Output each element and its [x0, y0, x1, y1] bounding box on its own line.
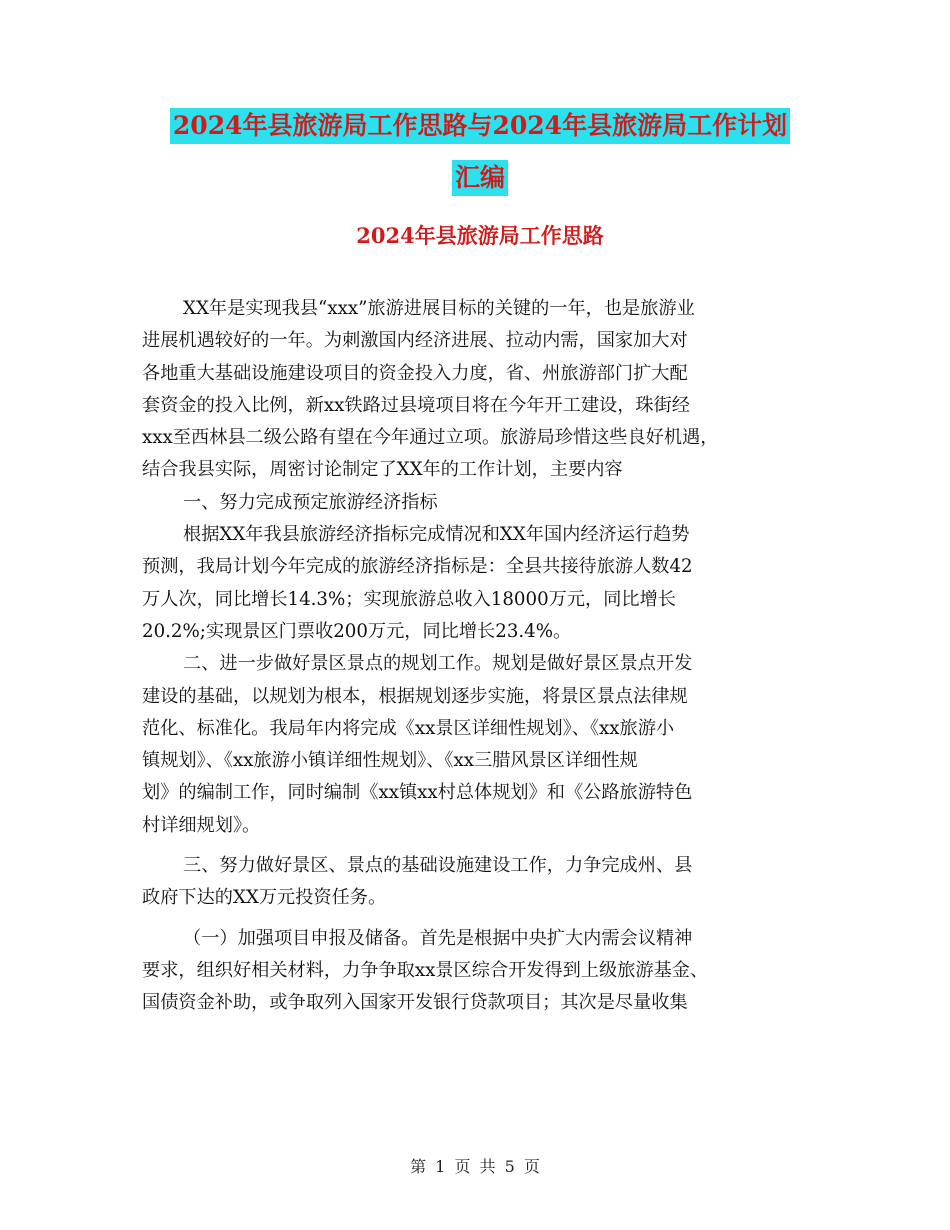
- text-line: 进展机遇较好的一年。为刺激国内经济进展、拉动内需，国家加大对: [142, 330, 688, 352]
- text-line: 范化、标准化。我局年内将完成《xx景区详细性规划》、《xx旅游小: [142, 717, 675, 739]
- text-line: 镇规划》、《xx旅游小镇详细性规划》、《xx三腊风景区详细性规: [142, 750, 638, 772]
- text-line: 20.2%;实现景区门票收200万元，同比增长23.4%。: [142, 620, 572, 642]
- paragraph: [142, 293, 822, 487]
- text-line: 三、努力做好景区、景点的基础设施建设工作，力争完成州、县: [183, 855, 693, 877]
- text-line: 一、努力完成预定旅游经济指标: [183, 491, 438, 513]
- text-line: 要求，组织好相关材料，力争争取xx景区综合开发得到上级旅游基金、: [142, 959, 709, 981]
- text-line: （一）加强项目申报及储备。首先是根据中央扩大内需会议精神: [183, 927, 693, 949]
- text-line: 万人次，同比增长14.3%；实现旅游总收入18000万元，同比增长: [142, 588, 676, 610]
- text-line: 划》的编制工作，同时编制《xx镇xx村总体规划》和《公路旅游特色: [142, 782, 693, 804]
- paragraph: [142, 842, 822, 915]
- paragraph: [142, 648, 822, 842]
- title-line-1: 2024年县旅游局工作思路与2024年县旅游局工作计划: [170, 108, 790, 144]
- title-line-2: 汇编: [452, 160, 508, 196]
- page-footer: 第 1 页 共 5 页: [410, 1157, 540, 1176]
- text-line: 国债资金补助，或争取列入国家开发银行贷款项目；其次是尽量收集: [142, 992, 688, 1014]
- text-line: 套资金的投入比例，新xx铁路过县境项目将在今年开工建设，珠街经: [142, 394, 690, 416]
- text-line: 结合我县实际，周密讨论制定了XX年的工作计划，主要内容: [142, 459, 623, 481]
- text-line: XX年是实现我县“xxx”旅游进展目标的关键的一年，也是旅游业: [183, 298, 695, 319]
- paragraph: [142, 519, 822, 648]
- paragraph: [142, 487, 822, 519]
- text-line: xxx至西林县二级公路有望在今年通过立项。旅游局珍惜这些良好机遇，: [142, 427, 719, 449]
- text-line: 二、进一步做好景区景点的规划工作。规划是做好景区景点开发: [183, 653, 693, 675]
- text-line: 村详细规划》。: [142, 814, 261, 836]
- paragraph: [142, 915, 822, 1020]
- text-line: 政府下达的XX万元投资任务。: [142, 887, 387, 909]
- section-heading: 2024年县旅游局工作思路: [356, 223, 604, 248]
- body-text: [142, 293, 822, 1020]
- text-line: 各地重大基础设施建设项目的资金投入力度，省、州旅游部门扩大配: [142, 362, 688, 384]
- text-line: 预测，我局计划今年完成的旅游经济指标是：全县共接待旅游人数42: [142, 556, 693, 578]
- text-line: 根据XX年我县旅游经济指标完成情况和XX年国内经济运行趋势: [183, 524, 690, 546]
- text-line: 建设的基础，以规划为根本，根据规划逐步实施，将景区景点法律规: [142, 685, 688, 707]
- document-title: [140, 108, 820, 196]
